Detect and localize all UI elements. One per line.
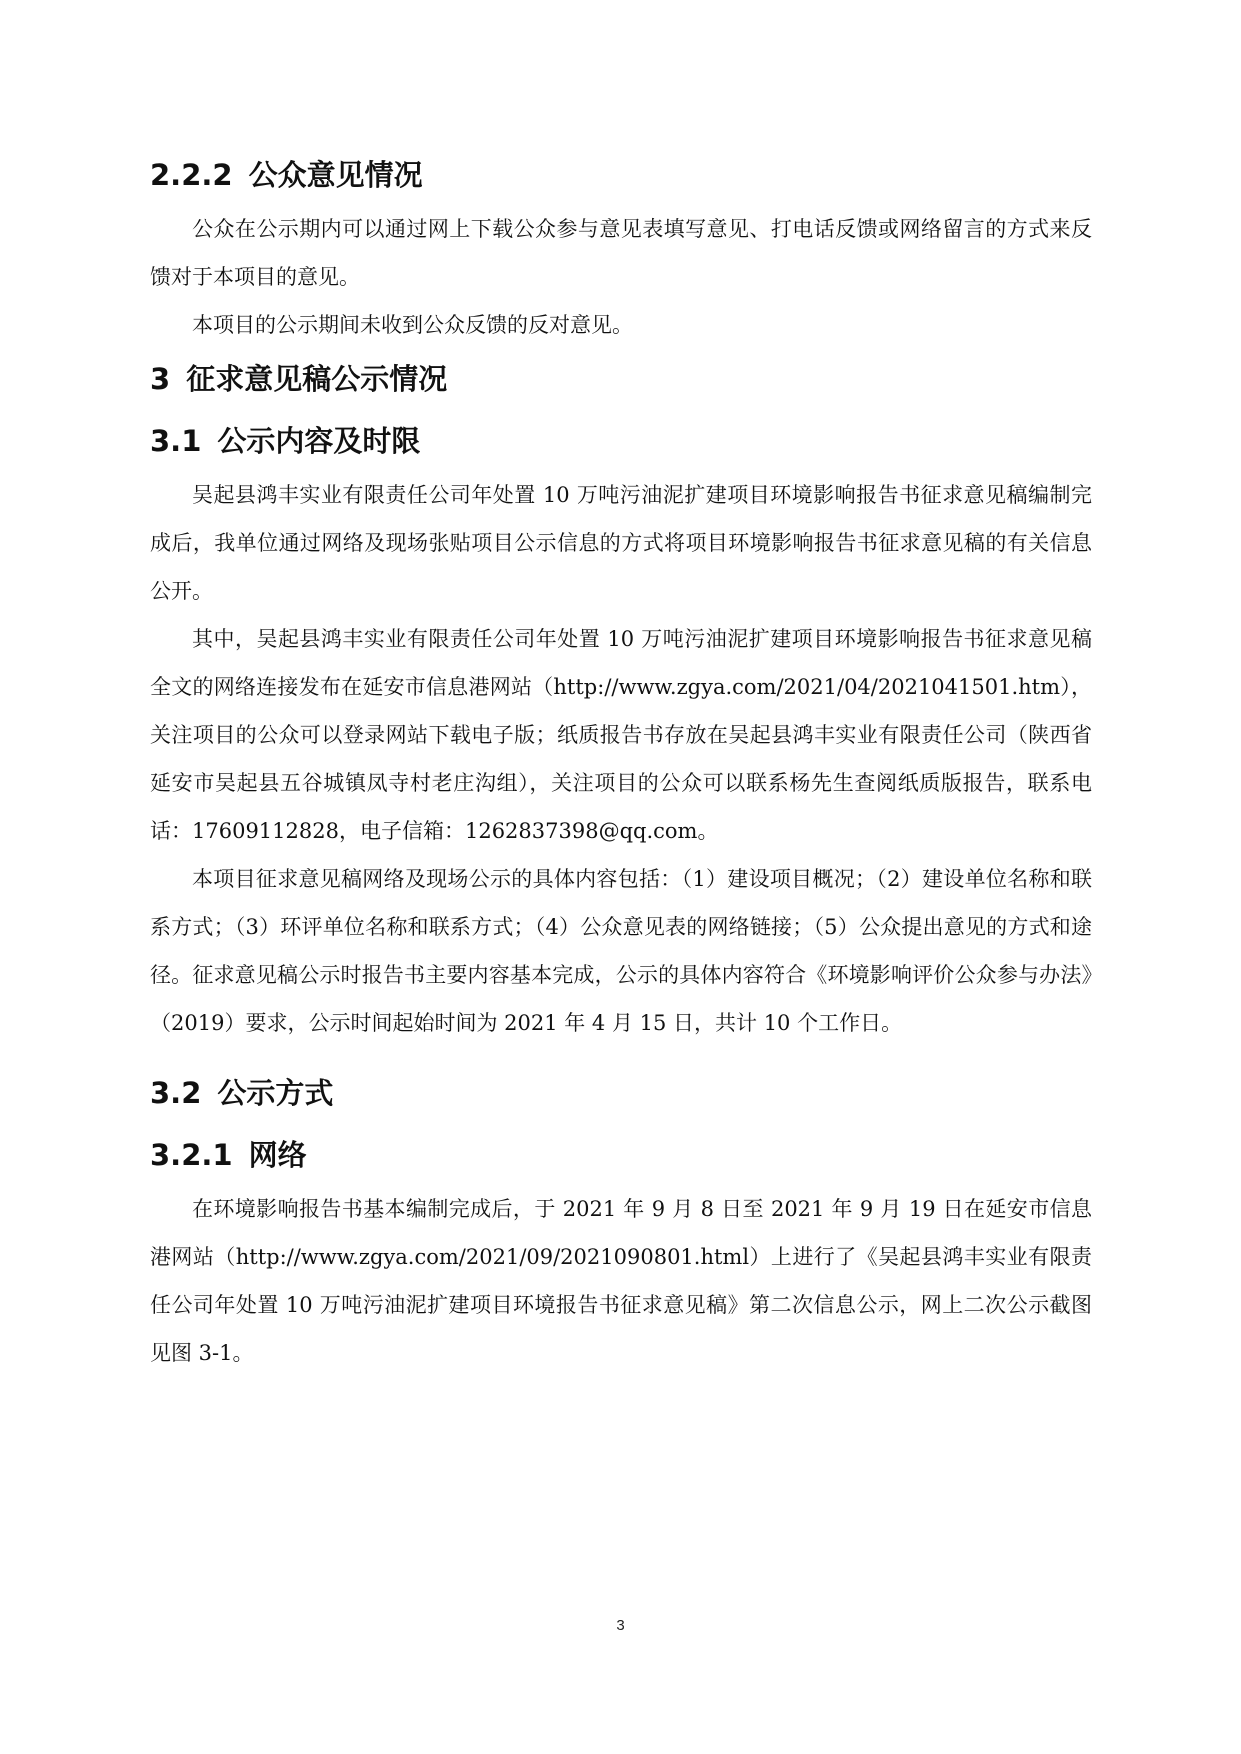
section-number: 3.2 <box>150 1076 202 1110</box>
section-number: 3 <box>150 362 171 396</box>
section-3-1-heading <box>150 421 1092 461</box>
paragraph: 在环境影响报告书基本编制完成后，于 2021 年 9 月 8 日至 2021 年 9 月 19 日在延安市信息港网站（http://www.zgya.com/2021/09/2021090801.html）上进行了《吴起县鸿丰实业有限责任公司年处置 10 万吨污油泥扩建项目环境报告书征求意见稿》第二次信息公示，网上二次公示截图见图 3-1。 <box>150 1197 1092 1365</box>
section-2-2-2-heading <box>150 155 1092 195</box>
page-number: 3 <box>616 1617 625 1634</box>
paragraph: 公众在公示期内可以通过网上下载公众参与意见表填写意见、打电话反馈或网络留言的方式来反馈对于本项目的意见。 <box>150 217 1092 289</box>
section-title: 公示方式 <box>217 1076 334 1110</box>
section-number: 2.2.2 <box>150 158 233 192</box>
section-3-2-heading <box>150 1073 1092 1113</box>
paragraph: 吴起县鸿丰实业有限责任公司年处置 10 万吨污油泥扩建项目环境影响报告书征求意见稿编制完成后，我单位通过网络及现场张贴项目公示信息的方式将项目环境影响报告书征求意见稿的有关信息公开。 <box>150 483 1092 603</box>
section-3-2-1-heading <box>150 1135 1092 1175</box>
section-title: 公示内容及时限 <box>217 424 421 458</box>
paragraph: 其中，吴起县鸿丰实业有限责任公司年处置 10 万吨污油泥扩建项目环境影响报告书征求意见稿全文的网络连接发布在延安市信息港网站（http://www.zgya.com/2021/04/2021041501.htm），关注项目的公众可以登录网站下载电子版；纸质报告书存放在吴起县鸿丰实业有限责任公司（陕西省延安市吴起县五谷城镇凤寺村老庄沟组），关注项目的公众可以联系杨先生查阅纸质版报告，联系电话：17609112828，电子信箱：1262837398@qq.com。 <box>150 627 1092 843</box>
paragraph: 本项目的公示期间未收到公众反馈的反对意见。 <box>192 313 633 337</box>
section-3-heading <box>150 359 1092 399</box>
section-number: 3.2.1 <box>150 1138 233 1172</box>
section-title: 征求意见稿公示情况 <box>186 362 448 396</box>
page-content <box>150 155 1092 1377</box>
paragraph: 本项目征求意见稿网络及现场公示的具体内容包括：（1）建设项目概况；（2）建设单位名称和联系方式；（3）环评单位名称和联系方式；（4）公众意见表的网络链接；（5）公众提出意见的方式和途径。征求意见稿公示时报告书主要内容基本完成，公示的具体内容符合《环境影响评价公众参与办法》（2019）要求，公示时间起始时间为 2021 年 4 月 15 日，共计 10 个工作日。 <box>150 867 1092 1035</box>
section-number: 3.1 <box>150 424 202 458</box>
section-title: 网络 <box>248 1138 307 1172</box>
section-title: 公众意见情况 <box>248 158 423 192</box>
